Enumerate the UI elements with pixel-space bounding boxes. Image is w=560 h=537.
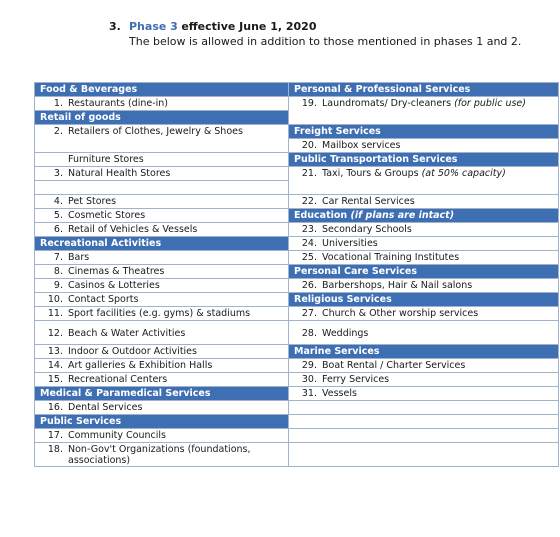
list-item: 16. Dental Services bbox=[35, 401, 289, 415]
list-item: 14. Art galleries & Exhibition Halls bbox=[35, 359, 289, 373]
phase-heading bbox=[109, 20, 529, 48]
empty-cell bbox=[289, 401, 559, 415]
list-item: 23. Secondary Schools bbox=[289, 223, 559, 237]
list-item: 5. Cosmetic Stores bbox=[35, 209, 289, 223]
list-item: 6. Retail of Vehicles & Vessels bbox=[35, 223, 289, 237]
list-item: 17. Community Councils bbox=[35, 429, 289, 443]
marine-header: Marine Services bbox=[289, 345, 559, 359]
list-item: 2. Retailers of Clothes, Jewelry & Shoes bbox=[35, 125, 289, 153]
section-number: 3. bbox=[109, 20, 121, 33]
phase-label: Phase 3 bbox=[129, 20, 178, 33]
list-item: 9. Casinos & Lotteries bbox=[35, 279, 289, 293]
personal-care-header: Personal Care Services bbox=[289, 265, 559, 279]
retail-header: Retail of goods bbox=[35, 111, 289, 125]
public-services-header: Public Services bbox=[35, 415, 289, 429]
list-item: 12. Beach & Water Activities bbox=[35, 321, 289, 345]
food-beverages-header: Food & Beverages bbox=[35, 83, 289, 97]
list-item: 3. Natural Health Stores bbox=[35, 167, 289, 181]
religious-header: Religious Services bbox=[289, 293, 559, 307]
effective-date: effective June 1, 2020 bbox=[181, 20, 317, 33]
list-item: 20. Mailbox services bbox=[289, 139, 559, 153]
empty-cell bbox=[289, 443, 559, 467]
list-item: 13. Indoor & Outdoor Activities bbox=[35, 345, 289, 359]
list-item: 25. Vocational Training Institutes bbox=[289, 251, 559, 265]
list-item: Furniture Stores bbox=[35, 153, 289, 167]
list-item: 11. Sport facilities (e.g. gyms) & stadiums bbox=[35, 307, 289, 321]
list-item: 8. Cinemas & Theatres bbox=[35, 265, 289, 279]
list-item: 4. Pet Stores bbox=[35, 195, 289, 209]
list-item: 18. Non-Gov't Organizations (foundations, associations) bbox=[35, 443, 289, 467]
public-transport-header: Public Transportation Services bbox=[289, 153, 559, 167]
empty-cell bbox=[289, 415, 559, 429]
list-item: 22. Car Rental Services bbox=[289, 195, 559, 209]
list-item: 29. Boat Rental / Charter Services bbox=[289, 359, 559, 373]
phase-description: The below is allowed in addition to those mentioned in phases 1 and 2. bbox=[129, 35, 522, 48]
freight-header: Freight Services bbox=[289, 125, 559, 139]
list-item: 26. Barbershops, Hair & Nail salons bbox=[289, 279, 559, 293]
list-item: 28. Weddings bbox=[289, 321, 559, 345]
education-header: Education (if plans are intact) bbox=[289, 209, 559, 223]
list-item: 30. Ferry Services bbox=[289, 373, 559, 387]
list-item: 21. Taxi, Tours & Groups (at 50% capacity) bbox=[289, 167, 559, 195]
list-item: 19. Laundromats/ Dry-cleaners (for public use) bbox=[289, 97, 559, 125]
medical-header: Medical & Paramedical Services bbox=[35, 387, 289, 401]
list-item: 31. Vessels bbox=[289, 387, 559, 401]
personal-professional-header: Personal & Professional Services bbox=[289, 83, 559, 97]
list-item: 15. Recreational Centers bbox=[35, 373, 289, 387]
list-item: 1. Restaurants (dine-in) bbox=[35, 97, 289, 111]
empty-cell bbox=[35, 181, 289, 195]
list-item: 7. Bars bbox=[35, 251, 289, 265]
list-item: 27. Church & Other worship services bbox=[289, 307, 559, 321]
services-table bbox=[34, 82, 559, 467]
empty-cell bbox=[289, 429, 559, 443]
recreational-header: Recreational Activities bbox=[35, 237, 289, 251]
list-item: 10. Contact Sports bbox=[35, 293, 289, 307]
list-item: 24. Universities bbox=[289, 237, 559, 251]
